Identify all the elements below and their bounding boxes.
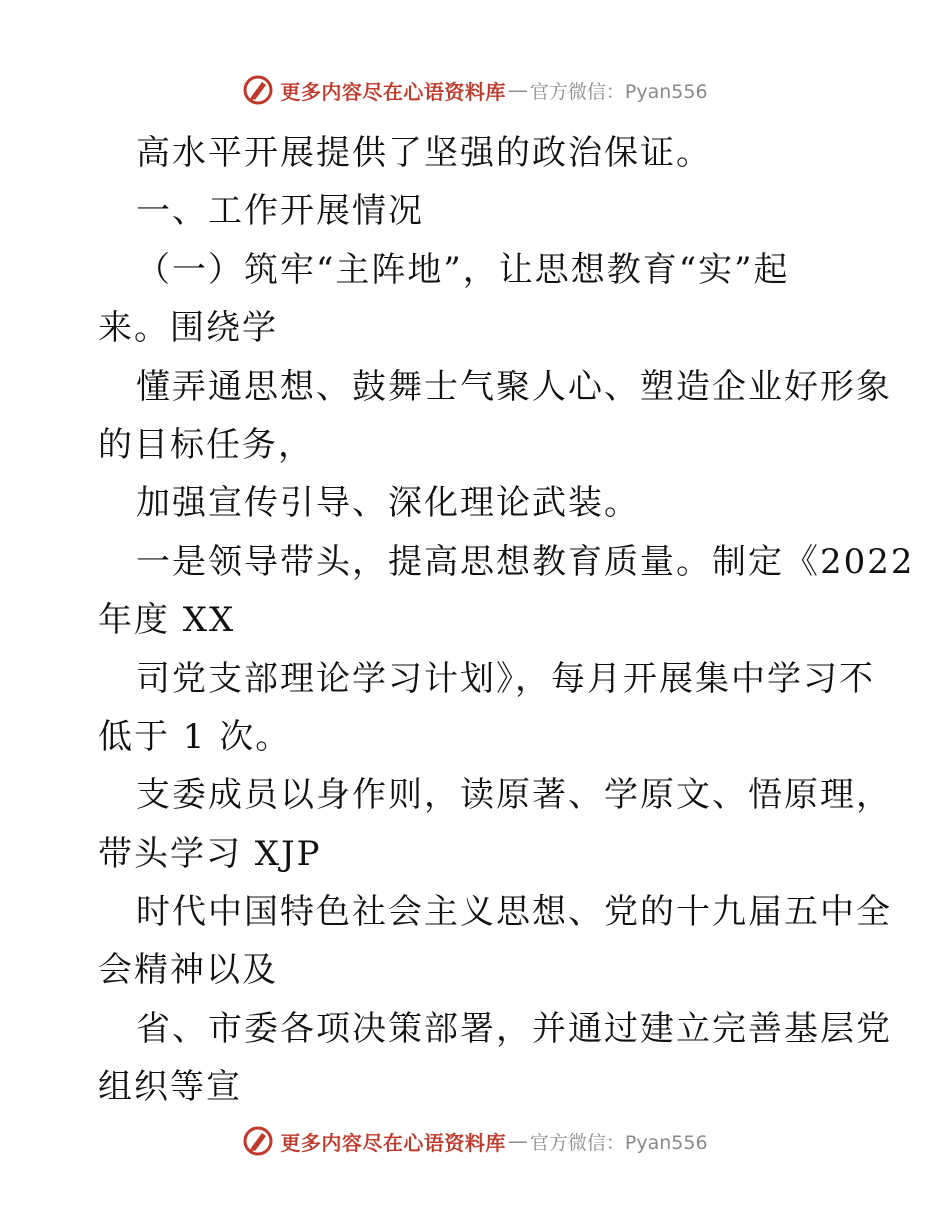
header-banner bbox=[0, 70, 950, 110]
body-line: 支委成员以身作则，读原著、学原文、悟原理， bbox=[136, 775, 892, 816]
body-line: 带头学习 XJP bbox=[98, 833, 322, 874]
header-brand-text: 更多内容尽在心语资料库 bbox=[280, 79, 506, 104]
subsection-heading: （一）筑牢“主阵地”，让思想教育“实”起 bbox=[136, 249, 790, 290]
header-contact-text: 官方微信：Pyan556 bbox=[529, 80, 708, 103]
body-line: 懂弄通思想、鼓舞士气聚人心、塑造企业好形象 bbox=[136, 366, 892, 407]
body-line: 一是领导带头，提高思想教育质量。制定《2022 bbox=[136, 541, 915, 582]
body-line: 低于 1 次。 bbox=[98, 716, 292, 757]
body-line: 组织等宣 bbox=[98, 1067, 242, 1108]
header-separator: — bbox=[507, 78, 528, 102]
footer-contact-text: 官方微信：Pyan556 bbox=[529, 1131, 708, 1154]
body-line: 高水平开展提供了坚强的政治保证。 bbox=[136, 133, 712, 173]
footer-separator: — bbox=[507, 1129, 528, 1153]
pen-circle-logo-icon bbox=[242, 1125, 274, 1157]
body-line: 时代中国特色社会主义思想、党的十九届五中全 bbox=[136, 892, 892, 933]
section-heading: 一、工作开展情况 bbox=[136, 191, 424, 232]
pen-circle-logo-icon bbox=[242, 74, 274, 106]
body-line: 来。围绕学 bbox=[98, 308, 278, 349]
body-line: 会精神以及 bbox=[98, 950, 278, 991]
footer-brand-text: 更多内容尽在心语资料库 bbox=[280, 1130, 506, 1155]
body-line: 司党支部理论学习计划》，每月开展集中学习不 bbox=[136, 658, 875, 699]
body-line: 省、市委各项决策部署，并通过建立完善基层党 bbox=[136, 1008, 892, 1049]
footer-banner bbox=[0, 1121, 950, 1161]
body-line: 加强宣传引导、深化理论武装。 bbox=[136, 483, 640, 524]
body-line: 年度 XX bbox=[98, 600, 236, 641]
document-body bbox=[98, 124, 915, 1117]
body-line: 的目标任务， bbox=[98, 424, 314, 465]
